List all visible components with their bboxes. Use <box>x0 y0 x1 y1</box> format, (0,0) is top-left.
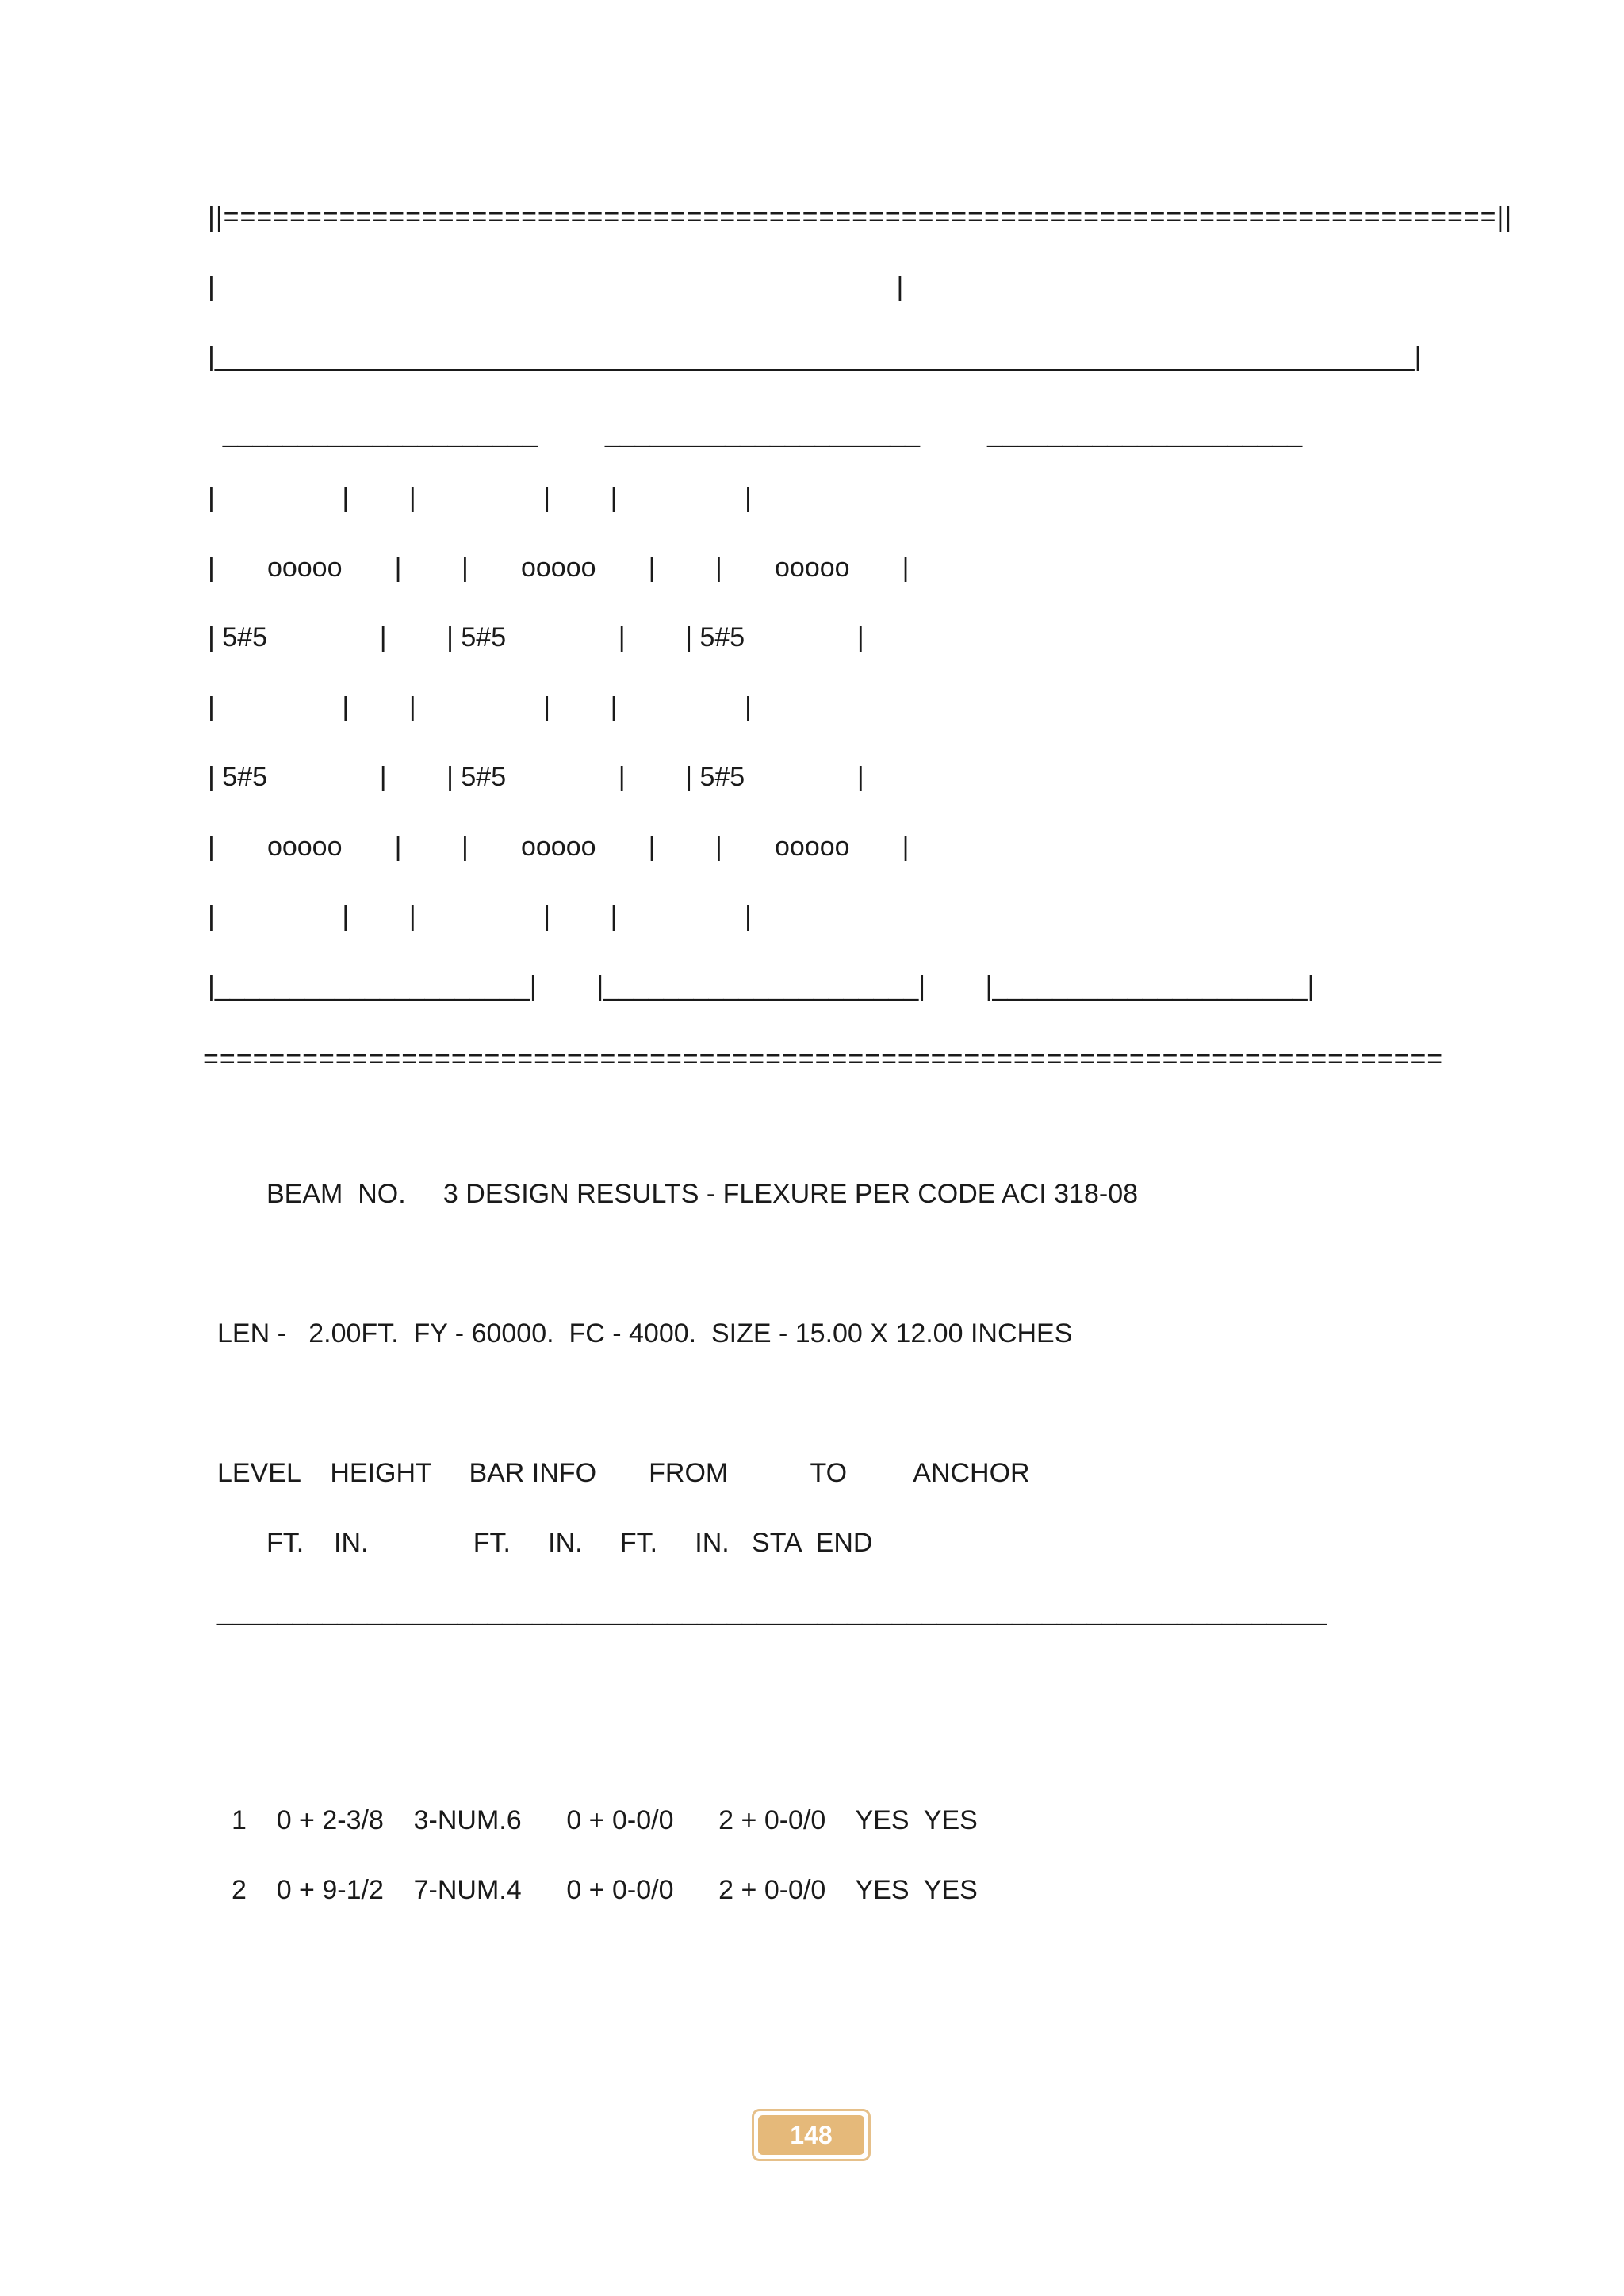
table-header-2: FT. IN. FT. IN. FT. IN. STA END <box>266 1528 873 1558</box>
table-header-1: LEVEL HEIGHT BAR INFO FROM TO ANCHOR <box>217 1458 1030 1488</box>
diagram-line-9: | 5#5 | | 5#5 | | 5#5 | <box>208 762 864 792</box>
diagram-line-8: | | | | | | <box>208 692 752 722</box>
diagram-line-1: ||=============================================================================|| <box>208 202 1513 232</box>
table-row-2: 2 0 + 9-1/2 7-NUM.4 0 + 0-0/0 2 + 0-0/0 YES YES <box>232 1875 978 1905</box>
diagram-line-4: _____________________ _____________________ _____________________ <box>208 418 1303 448</box>
diagram-line-10: | ooooo | | ooooo | | ooooo | <box>208 832 910 862</box>
page-number: 148 <box>758 2115 864 2155</box>
results-title: BEAM NO. 3 DESIGN RESULTS - FLEXURE PER CODE ACI 318-08 <box>266 1179 1139 1209</box>
diagram-line-7: | 5#5 | | 5#5 | | 5#5 | <box>208 622 864 652</box>
table-rule: __________________________________________________________________________ <box>217 1596 1327 1626</box>
diagram-line-13: =========================================================================== <box>203 1044 1444 1074</box>
table-row-1: 1 0 + 2-3/8 3-NUM.6 0 + 0-0/0 2 + 0-0/0 YES YES <box>232 1805 978 1835</box>
diagram-line-2: | | <box>208 272 904 302</box>
diagram-line-11: | | | | | | <box>208 901 752 932</box>
results-params: LEN - 2.00FT. FY - 60000. FC - 4000. SIZE - 15.00 X 12.00 INCHES <box>217 1318 1073 1349</box>
diagram-line-12: |_____________________| |_____________________| |_____________________| <box>208 971 1315 1001</box>
page-number-badge <box>752 2109 871 2161</box>
diagram-line-3: |________________________________________________________________________________| <box>208 342 1422 372</box>
diagram-line-6: | ooooo | | ooooo | | ooooo | <box>208 553 910 583</box>
diagram-line-5: | | | | | | <box>208 483 752 513</box>
